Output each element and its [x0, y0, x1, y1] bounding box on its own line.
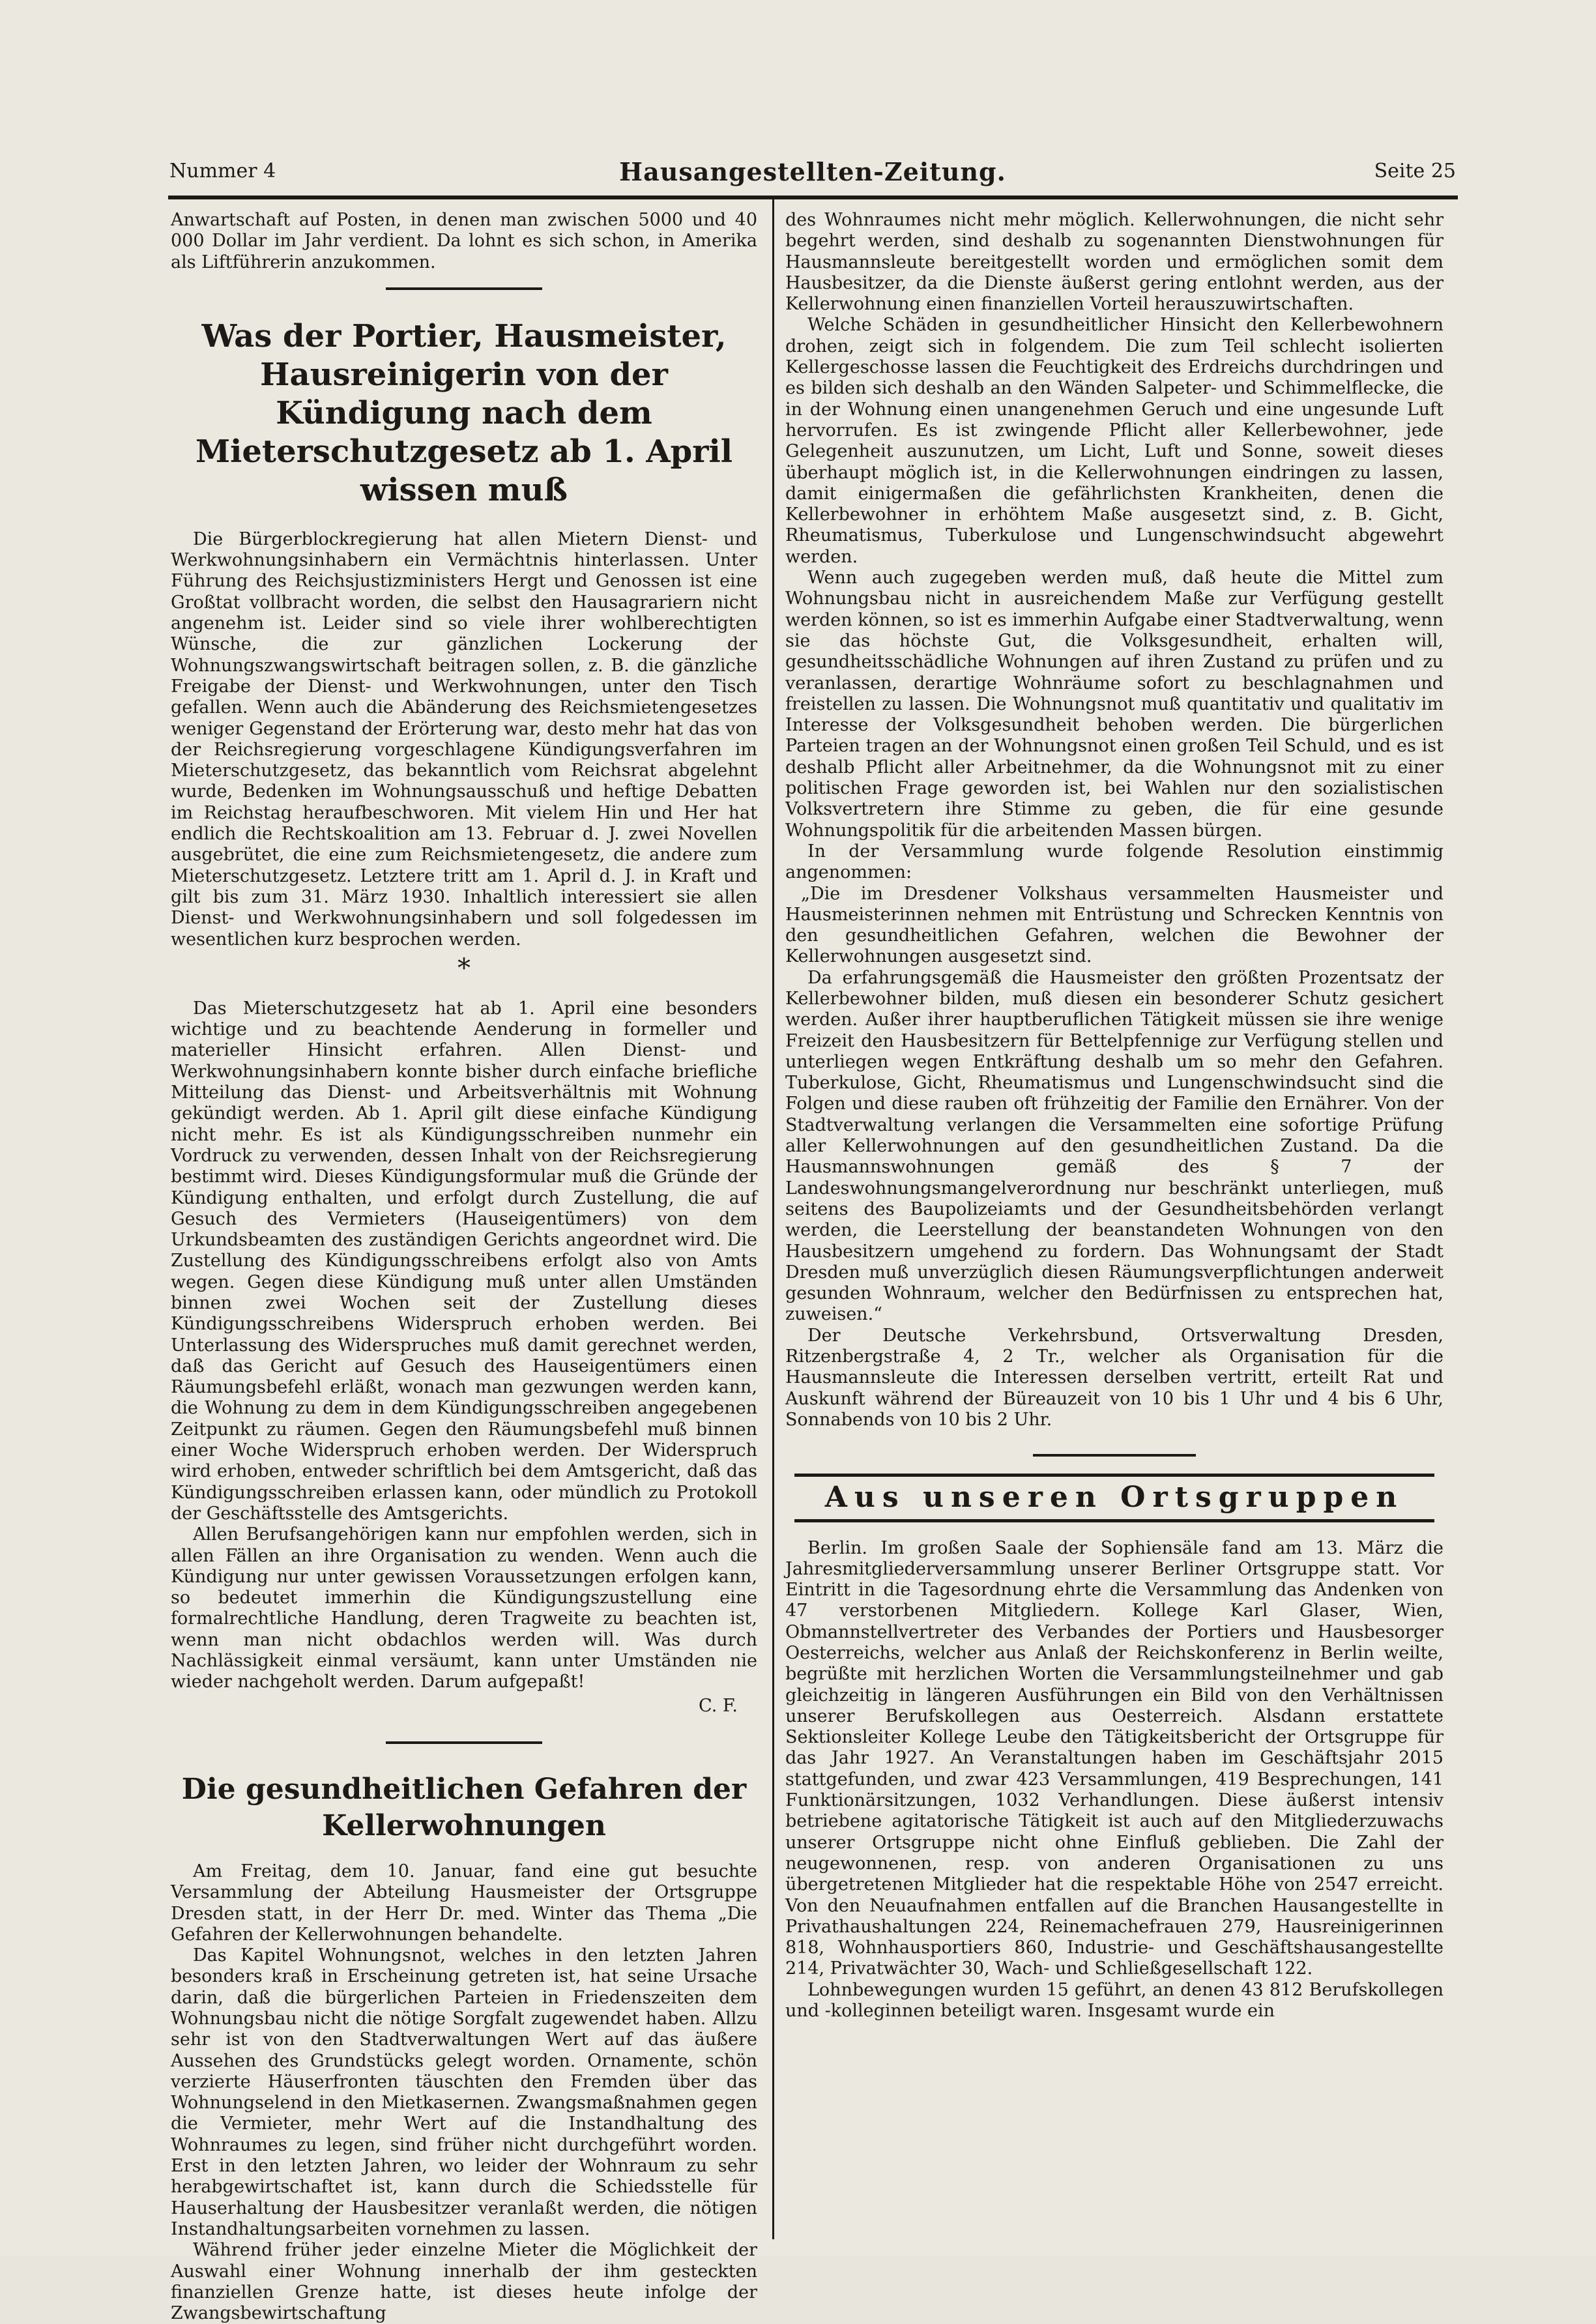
article-paragraph: Das Mieterschutzgesetz hat ab 1. April eine besonders wichtige und zu beachtende Aenderung in formeller und materieller Hinsicht erfahren. Allen Dienst- und Werkwohnungsinhabern konnte bisher durch einfache briefliche Mitteilung das Dienst- und Arbeitsverhältnis mit Wohnung gekündigt werden. Ab 1. April gilt diese einfache Kündigung nicht mehr. Es ist als Kündigungsschreiben nunmehr ein Vordruck zu verwenden, dessen Inhalt von der Reichsregierung bestimmt wird. Dieses Kündigungsformular muß die Gründe der Kündigung enthalten, und erfolgt durch Zustellung, die auf Gesuch des Vermieters (Hauseigentümers) von dem Urkundsbeamten des zuständigen Gerichts angeordnet wird. Die Zustellung des Kündigungsschreibens erfolgt also von Amts wegen. Gegen diese Kündigung muß unter allen Umständen binnen zwei Wochen seit der Zustellung dieses Kündigungsschreibens Widerspruch erhoben werden. Bei Unterlassung des Widerspruches muß damit gerechnet werden, daß das Gericht auf Gesuch des Hauseigentümers einen Räumungsbefehl erläßt, wonach man gezwungen werden kann, die Wohnung zu dem in dem Kündigungsschreiben angegebenen Zeitpunkt zu räumen. Gegen den Räumungsbefehl muß binnen einer Woche Widerspruch erhoben werden. Der Widerspruch wird erhoben, entweder schriftlich bei dem Amtsgericht, daß das Kündigungsschreiben erlassen kann, oder mündlich zu Protokoll der Geschäftsstelle des Amtsgerichts.	[171, 998, 757, 1524]
article-paragraph: Am Freitag, dem 10. Januar, fand eine gut besuchte Versammlung der Abteilung Hausmeister der Ortsgruppe Dresden statt, in der Herr Dr. med. Winter das Thema „Die Gefahren der Kellerwohnungen behandelte.	[171, 1861, 757, 1945]
article-paragraph: Der Deutsche Verkehrsbund, Ortsverwaltung Dresden, Ritzenbergstraße 4, 2 Tr., welcher als Organisation für die Hausmannsleute die Interessen derselben vertritt, erteilt Rat und Auskunft während der Büreauzeit von 10 bis 1 Uhr und 4 bis 6 Uhr, Sonnabends von 10 bis 2 Uhr.	[785, 1325, 1444, 1430]
article-title: Was der Portier, Hausmeister, Hausreinigerin von der Kündigung nach dem Mieterschutzgesetz ab 1. April wissen muß	[196, 317, 733, 508]
article-separator	[386, 287, 542, 290]
article-paragraph: Das Kapitel Wohnungsnot, welches in den letzten Jahren besonders kraß in Erscheinung getreten ist, hat seine Ursache darin, daß die bürgerlichen Parteien in Friedenszeiten dem Wohnungsbau nicht die nötige Sorgfalt zugewendet haben. Allzu sehr ist von den Stadtverwaltungen Wert auf das äußere Aussehen des Grundstücks gelegt worden. Ornamente, schön verzierte Häuserfronten täuschten den Fremden über das Wohnungselend in den Mietkasernen. Zwangsmaßnahmen gegen die Vermieter, mehr Wert auf die Instandhaltung des Wohnraumes zu legen, sind früher nicht durchgeführt worden. Erst in den letzten Jahren, wo leider der Wohnraum zu sehr herabgewirtschaftet ist, kann durch die Schiedsstelle für Hauserhaltung der Hausbesitzer veranlaßt werden, die nötigen Instandhaltungsarbeiten vornehmen zu lassen.	[171, 1945, 757, 2239]
header-rule	[168, 196, 1458, 199]
author-signature: C. F.	[699, 1695, 738, 1716]
article-paragraph: des Wohnraumes nicht mehr möglich. Kellerwohnungen, die nicht sehr begehrt werden, sind deshalb zu sogenannten Dienstwohnungen für Hausmannsleute bereitgestellt worden und ermöglichen somit dem Hausbesitzer, da die Dienste äußerst gering entlohnt werden, aus der Kellerwohnung einen finanziellen Vorteil herauszuwirtschaften.	[785, 210, 1444, 315]
section-header: Aus unseren Ortsgruppen	[794, 1474, 1434, 1522]
section-body	[785, 1538, 1444, 2022]
article-paragraph: Wenn auch zugegeben werden muß, daß heute die Mittel zum Wohnungsbau nicht in ausreichendem Maße zur Verfügung gestellt werden können, so ist es immerhin Aufgabe einer Stadtverwaltung, wenn sie das höchste Gut, die Volksgesundheit, erhalten will, gesundheitsschädliche Wohnungen auf ihren Zustand zu prüfen und zu veranlassen, derartige Wohnräume sofort zu beschlagnahmen und freistellen zu lassen. Die Wohnungsnot muß quantitativ und qualitativ im Interesse der Volksgesundheit behoben werden. Die bürgerlichen Parteien tragen an der Wohnungsnot einen großen Teil Schuld, und es ist deshalb Pflicht aller Arbeitnehmer, da die Wohnungsnot mit zu einer politischen Frage geworden ist, bei Wahlen nur den sozialistischen Volksvertretern ihre Stimme zu geben, die für eine gesunde Wohnungspolitik für die arbeitenden Massen bürgen.	[785, 568, 1444, 841]
article-title: Die gesundheitlichen Gefahren der Kellerwohnungen	[181, 1772, 747, 1842]
article-paragraph: Da erfahrungsgemäß die Hausmeister den größten Prozentsatz der Kellerbewohner bilden, muß diesen ein besonderer Schutz gesichert werden. Außer ihrer hauptberuflichen Tätigkeit müssen sie ihre wenige Freizeit den Hausbesitzern für Bettelpfennige zur Verfügung stellen und unterliegen wegen Entkräftung deshalb um so mehr den Gefahren. Tuberkulose, Gicht, Rheumatismus und Lungenschwindsucht sind die Folgen und diese rauben oft frühzeitig der Familie den Ernährer. Von der Stadtverwaltung verlangen die Versammelten eine sofortige Prüfung aller Kellerwohnungen auf den gesundheitlichen Zustand. Da die Hausmannswohnungen gemäß des § 7 der Landeswohnungsmangelverordnung nur beschränkt unterliegen, muß seitens des Baupolizeiamts und der Gesundheitsbehörden verlangt werden, die Leerstellung der beanstandeten Wohnungen von den Hausbesitzern umgehend zu fordern. Das Wohnungsamt der Stadt Dresden muß unverzüglich diesen Räumungsverpflichtungen anderweit gesunden Wohnraum, welcher den Bedürfnissen zu entsprechen hat, zuweisen.“	[785, 967, 1444, 1325]
article-paragraph: Die Bürgerblockregierung hat allen Mietern Dienst- und Werkwohnungsinhabern ein Vermächtnis hinterlassen. Unter Führung des Reichsjustizministers Hergt und Genossen ist eine Großtat vollbracht worden, die selbst den Hausagrariern nicht angenehm ist. Leider sind so viele ihrer wohlberechtigten Wünsche, die zur gänzlichen Lockerung der Wohnungszwangswirtschaft beitragen sollen, z. B. die gänzliche Freigabe der Dienst- und Werkwohnungen, unter den Tisch gefallen. Wenn auch die Abänderung des Reichsmietengesetzes weniger Gegenstand der Erörterung war, desto mehr hat das von der Reichsregierung vorgeschlagene Kündigungsverfahren im Mieterschutzgesetz, das bekanntlich vom Reichsrat abgelehnt wurde, Bedenken im Wohnungsausschuß und heftige Debatten im Reichstag heraufbeschworen. Mit vielem Hin und Her hat endlich die Rechtskoalition am 13. Februar d. J. zwei Novellen ausgebrütet, die eine zum Reichsmietengesetz, die andere zum Mieterschutzgesetz. Letztere tritt am 1. April d. J. in Kraft und gilt bis zum 31. März 1930. Inhaltlich interessiert sie allen Dienst- und Werkwohnungsinhabern und soll folgedessen im wesentlichen kurz besprochen werden.	[171, 529, 757, 950]
resolution-text: „Die im Dresdener Volkshaus versammelten Hausmeister und Hausmeisterinnen nehmen mit Entrüstung und Schrecken Kenntnis von den gesundheitlichen Gefahren, welchen die Bewohner der Kellerwohnungen ausgesetzt sind.	[785, 883, 1444, 967]
article-paragraph: Allen Berufsangehörigen kann nur empfohlen werden, sich in allen Fällen an ihre Organisation zu wenden. Wenn auch die Kündigung nur unter gewissen Voraussetzungen erfolgen kann, so bedeutet immerhin die Kündigungszustellung eine formalrechtliche Handlung, deren Tragweite zu beachten ist, wenn man nicht obdachlos werden will. Was durch Nachlässigkeit einmal versäumt, kann unter Umständen nie wieder nachgeholt werden. Darum aufgepaßt!	[171, 1524, 757, 1692]
continued-text: Anwartschaft auf Posten, in denen man zwischen 5000 und 40 000 Dollar im Jahr verdient. Da lohnt es sich schon, in Amerika als Liftführerin anzukommen.	[171, 210, 757, 272]
newspaper-title: Hausangestellten-Zeitung.	[619, 157, 1006, 186]
article-paragraph: Welche Schäden in gesundheitlicher Hinsicht den Kellerbewohnern drohen, zeigt sich in folgendem. Die zum Teil schlecht isolierten Kellergeschosse lassen die Feuchtigkeit des Erdreichs durchdringen und es bilden sich deshalb an den Wänden Salpeter- und Schimmelflecke, die in der Wohnung einen unangenehmen Geruch und eine ungesunde Luft hervorrufen. Es ist zwingende Pflicht aller Kellerbewohner, jede Gelegenheit auszunutzen, um Licht, Luft und Sonne, soweit dieses überhaupt möglich ist, in die Kellerwohnungen eindringen zu lassen, damit einigermaßen die gefährlichsten Krankheiten, denen die Kellerbewohner in erhöhtem Maße ausgesetzt sind, z. B. Gicht, Rheumatismus, Tuberkulose und Lungenschwindsucht abgewehrt werden.	[785, 315, 1444, 567]
article-paragraph: In der Versammlung wurde folgende Resolution einstimmig angenommen:	[785, 841, 1444, 883]
issue-number: Nummer 4	[169, 160, 276, 182]
left-column	[171, 210, 757, 2324]
right-column	[785, 210, 1444, 2022]
article-separator	[386, 1741, 542, 1744]
page-header	[169, 157, 1456, 192]
page-number: Seite 25	[1374, 160, 1456, 182]
column-divider	[772, 199, 774, 2239]
article-separator	[1033, 1454, 1196, 1457]
report-paragraph: Berlin. Im großen Saale der Sophiensäle fand am 13. März die Jahresmitgliederversammlung unserer Berliner Ortsgruppe statt. Vor Eintritt in die Tagesordnung ehrte die Versammlung das Andenken von 47 verstorbenen Mitgliedern. Kollege Karl Glaser, Wien, Obmannstellvertreter des Verbandes der Portiers und Hausbesorger Oesterreichs, welcher aus Anlaß der Reichskonferenz in Berlin weilte, begrüßte mit herzlichen Worten die Versammlungsteilnehmer und gab gleichzeitig in längeren Ausführungen ein Bild von den Verhältnissen unserer Berufskollegen aus Oesterreich. Alsdann erstattete Sektionsleiter Kollege Leube den Tätigkeitsbericht der Ortsgruppe für das Jahr 1927. An Veranstaltungen haben im Geschäftsjahr 2015 stattgefunden, und zwar 423 Versammlungen, 419 Besprechungen, 141 Funktionärsitzungen, 1032 Verhandlungen. Diese äußerst intensiv betriebene agitatorische Tätigkeit ist auch auf den Mitgliederzuwachs unserer Ortsgruppe nicht ohne Einfluß geblieben. Die Zahl der neugewonnenen, resp. von anderen Organisationen zu uns übergetretenen Mitglieder hat die respektable Höhe von 2547 erreicht. Von den Neuaufnahmen entfallen auf die Branchen Hausangestellte in Privathaushaltungen 224, Reinemachefrauen 279, Hausreinigerinnen 818, Wohnhausportiers 860, Industrie- und Geschäftshausangestellte 214, Privatwächter 30, Wach- und Schließgesellschaft 122.	[785, 1537, 1444, 1979]
section-star: *	[457, 953, 471, 983]
article-paragraph: Während früher jeder einzelne Mieter die Möglichkeit der Auswahl einer Wohnung innerhalb der ihm gesteckten finanziellen Grenze hatte, ist dieses heute infolge der Zwangsbewirtschaftung	[171, 2240, 757, 2324]
report-paragraph: Lohnbewegungen wurden 15 geführt, an denen 43 812 Berufskollegen und -kolleginnen beteiligt waren. Insgesamt wurde ein	[785, 1979, 1444, 2022]
